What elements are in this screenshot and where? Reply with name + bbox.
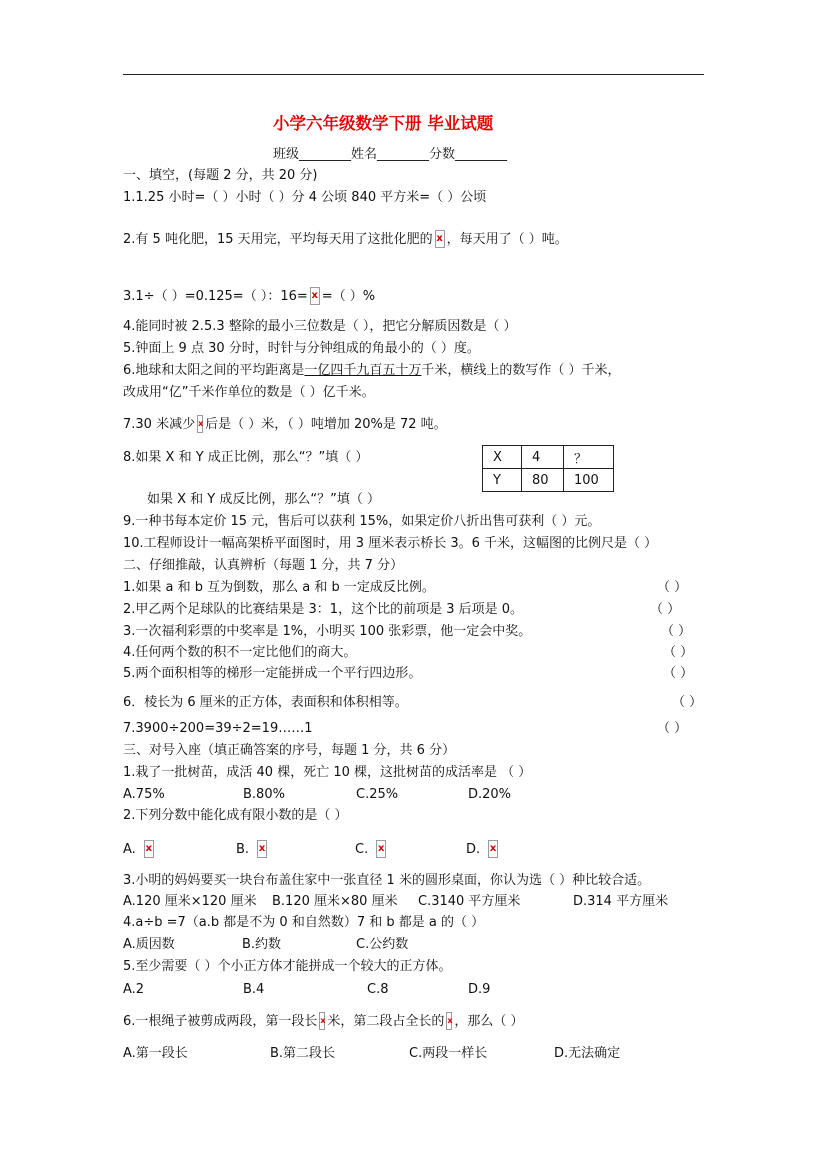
table-cell: Y xyxy=(483,469,522,492)
question-1-8: 8.如果 X 和 Y 成正比例，那么“？”填（ ） xyxy=(123,450,369,465)
option-label: B. xyxy=(236,842,250,857)
mc-option-c xyxy=(355,840,388,859)
tf-question-3-answer-blank: （ ） xyxy=(661,624,692,639)
question-1-1: 1.1.25 小时=（ ）小时（ ）分 4 公顷 840 平方米=（ ）公顷 xyxy=(123,190,487,205)
mc-option-b: B.120 厘米×80 厘米 xyxy=(272,894,398,909)
broken-image-icon xyxy=(376,840,386,858)
question-1-10: 10.工程师设计一幅高架桥平面图时，用 3 厘米表示桥长 3。6 千米，这幅图的比例尺是（ ） xyxy=(123,536,658,551)
question-1-8-continued: 如果 X 和 Y 成反比例，那么“？”填（ ） xyxy=(147,492,380,507)
broken-image-icon xyxy=(488,840,498,858)
table-cell: 4 xyxy=(522,446,564,469)
mc-option-b: B.4 xyxy=(243,982,265,997)
header-rule xyxy=(123,74,704,75)
question-text: =（ ）% xyxy=(321,289,376,304)
broken-image-icon xyxy=(257,840,267,858)
option-label: C. xyxy=(355,842,369,857)
table-row xyxy=(483,469,614,492)
question-text: 6.地球和太阳之间的平均距离是 xyxy=(123,363,305,378)
tf-question-7-text: 7.3900÷200=39÷2=19……1 xyxy=(123,721,313,736)
table-cell: 80 xyxy=(522,469,564,492)
question-text: ，每天用了（ ）吨。 xyxy=(446,232,568,247)
question-text: ，那么（ ） xyxy=(454,1014,524,1029)
mc-question-2: 2.下列分数中能化成有限小数的是（ ） xyxy=(123,808,348,823)
mc-question-1: 1.栽了一批树苗，成活 40 棵，死亡 10 棵，这批树苗的成活率是 （ ） xyxy=(123,765,532,780)
broken-image-icon xyxy=(319,1012,325,1030)
mc-option-b xyxy=(236,840,269,859)
mc-option-d: D.无法确定 xyxy=(554,1046,621,1061)
tf-question-4-answer-blank: （ ） xyxy=(663,645,694,660)
broken-image-icon xyxy=(446,1012,452,1030)
mc-option-a xyxy=(123,840,156,859)
mc-option-b: B.第二段长 xyxy=(270,1046,336,1061)
tf-question-7-answer-blank: （ ） xyxy=(657,721,688,736)
tf-question-6-text: 6．棱长为 6 厘米的正方体，表面积和体积相等。 xyxy=(123,695,408,710)
mc-option-c: C.25% xyxy=(356,787,399,802)
mc-option-a: A.质因数 xyxy=(123,937,175,952)
tf-question-4-text: 4.任何两个数的积不一定比他们的商大。 xyxy=(123,645,357,660)
broken-image-icon xyxy=(435,230,445,248)
mc-option-d: D.314 平方厘米 xyxy=(573,894,669,909)
option-label: D. xyxy=(466,842,481,857)
mc-option-c: C.两段一样长 xyxy=(409,1046,488,1061)
question-text: 2.有 5 吨化肥，15 天用完，平均每天用了这批化肥的 xyxy=(123,232,433,247)
student-info-line: 班级________姓名________分数________ xyxy=(273,147,508,162)
tf-question-1-answer-blank: （ ） xyxy=(657,580,688,595)
mc-question-3: 3.小明的妈妈要买一块台布盖住家中一张直径 1 米的圆形桌面，你认为选（ ）种比较合适。 xyxy=(123,873,651,888)
mc-option-a: A.2 xyxy=(123,982,145,997)
table-cell: 100 xyxy=(564,469,614,492)
xy-table xyxy=(482,445,614,492)
question-text: 千米，横线上的数写作（ ）千米， xyxy=(421,363,621,378)
mc-question-6 xyxy=(123,1012,524,1031)
tf-question-5-text: 5.两个面积相等的梯形一定能拼成一个平行四边形。 xyxy=(123,666,422,681)
mc-option-c: C.3140 平方厘米 xyxy=(418,894,521,909)
mc-option-b: B.约数 xyxy=(242,937,282,952)
tf-question-3-text: 3.一次福利彩票的中奖率是 1%，小明买 100 张彩票，他一定会中奖。 xyxy=(123,624,532,639)
tf-question-2-text: 2.甲乙两个足球队的比赛结果是 3：1，这个比的前项是 3 后项是 0。 xyxy=(123,602,524,617)
table-row xyxy=(483,446,614,469)
question-1-7 xyxy=(123,415,447,434)
mc-option-d: D.20% xyxy=(468,787,512,802)
mc-option-a: A.75% xyxy=(123,787,165,802)
mc-option-a: A.第一段长 xyxy=(123,1046,188,1061)
mc-option-d xyxy=(466,840,500,859)
section-3-heading: 三、对号入座（填正确答案的序号，每题 1 分，共 6 分） xyxy=(123,743,456,758)
question-1-2 xyxy=(123,230,568,249)
tf-question-6-answer-blank: （ ） xyxy=(672,695,703,710)
broken-image-icon xyxy=(144,840,154,858)
mc-option-c: C.公约数 xyxy=(356,937,409,952)
page-title: 小学六年级数学下册 毕业试题 xyxy=(273,114,494,133)
mc-question-5: 5.至少需要（ ）个小正方体才能拼成一个较大的正方体。 xyxy=(123,959,452,974)
question-text: 3.1÷（ ）=0.125=（ ）：16= xyxy=(123,289,308,304)
question-1-5: 5.钟面上 9 点 30 分时，时针与分钟组成的角最小的（ ）度。 xyxy=(123,341,480,356)
section-2-heading: 二、仔细推敲，认真辨析（每题 1 分，共 7 分） xyxy=(123,558,404,573)
question-1-4: 4.能同时被 2.5.3 整除的最小三位数是（ ），把它分解质因数是（ ） xyxy=(123,319,517,334)
question-1-9: 9.一种书每本定价 15 元，售后可以获利 15%，如果定价八折出售可获利（ ）元。 xyxy=(123,514,601,529)
tf-question-1-text: 1.如果 a 和 b 互为倒数，那么 a 和 b 一定成反比例。 xyxy=(123,580,435,595)
mc-option-d: D.9 xyxy=(468,982,491,997)
table-cell: X xyxy=(483,446,522,469)
question-1-6 xyxy=(123,362,621,380)
mc-option-a: A.120 厘米×120 厘米 xyxy=(123,894,257,909)
question-1-3 xyxy=(123,287,375,306)
table-cell: ？ xyxy=(564,446,614,469)
broken-image-icon xyxy=(310,287,320,305)
broken-image-icon xyxy=(197,415,203,433)
mc-option-b: B.80% xyxy=(243,787,285,802)
question-1-6-continued: 改成用“亿”千米作单位的数是（ ）亿千米。 xyxy=(123,385,375,400)
underlined-number-text: 一亿四千九百五十万 xyxy=(304,363,422,378)
question-text: 米，第二段占全长的 xyxy=(327,1014,445,1029)
question-text: 7.30 米减少 xyxy=(123,417,196,432)
option-label: A. xyxy=(123,842,136,857)
section-1-heading: 一、填空，(每题 2 分，共 20 分) xyxy=(123,168,318,183)
mc-option-c: C.8 xyxy=(367,982,389,997)
question-text: 6.一根绳子被剪成两段，第一段长 xyxy=(123,1014,318,1029)
mc-question-4: 4.a÷b =7（a.b 都是不为 0 和自然数）7 和 b 都是 a 的（ ） xyxy=(123,915,485,930)
question-text: 后是（ ）米，（ ）吨增加 20%是 72 吨。 xyxy=(205,417,447,432)
tf-question-2-answer-blank: （ ） xyxy=(650,602,681,617)
tf-question-5-answer-blank: （ ） xyxy=(663,666,694,681)
